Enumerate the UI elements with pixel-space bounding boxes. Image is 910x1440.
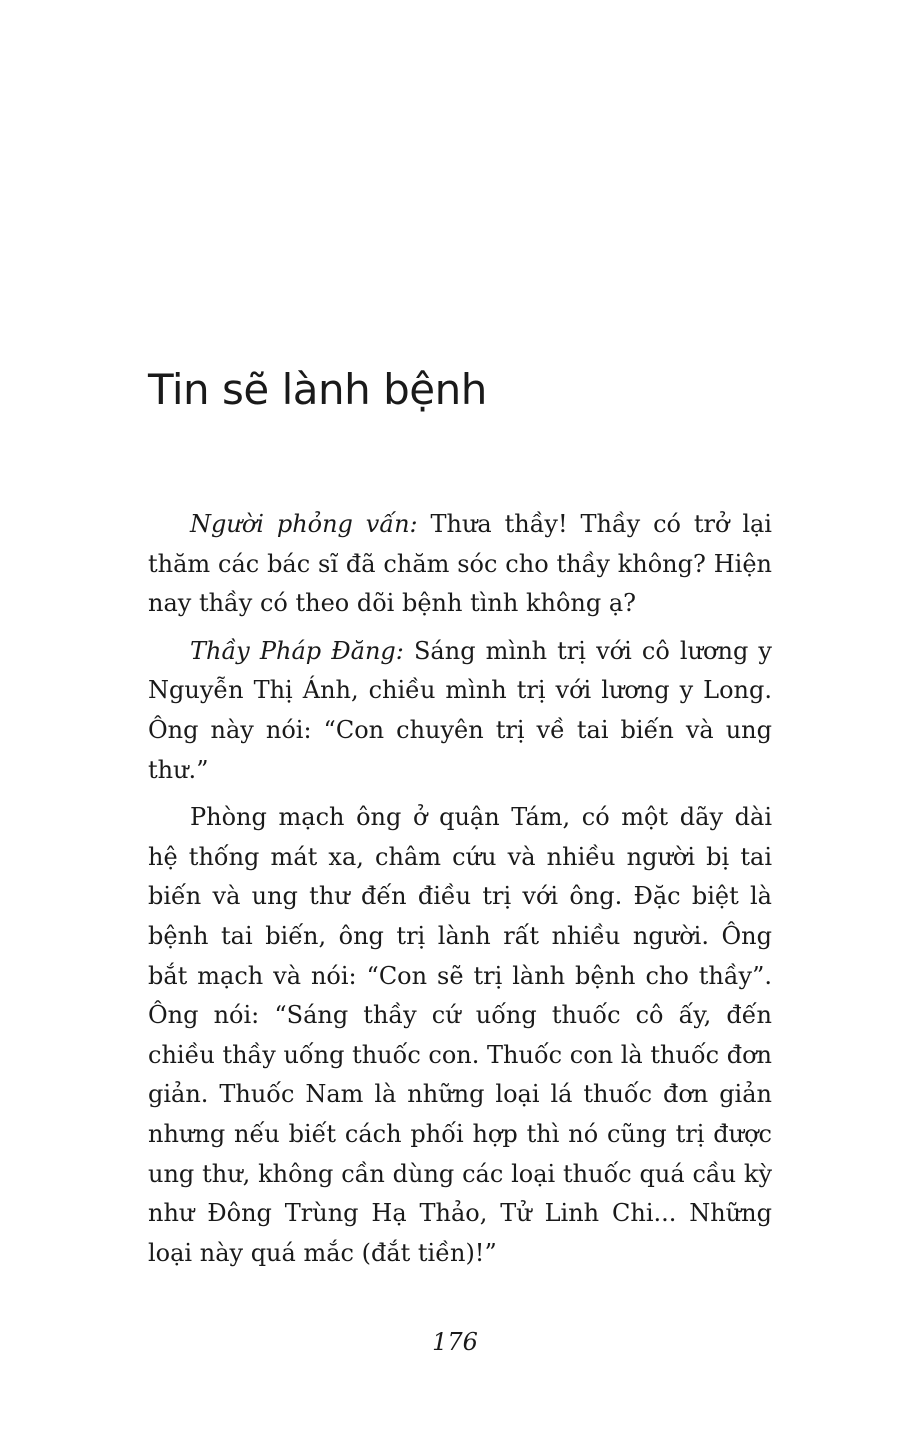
page-title: Tin sẽ lành bệnh (148, 365, 487, 414)
paragraph-text: Sáng mình trị với cô lương y Nguyễn Thị Ánh, chiều mình trị với lương y Long. Ông này nói: “Con chuyên trị về tai biến và ung thư.” (148, 636, 772, 784)
paragraph-interviewer (148, 505, 772, 624)
paragraph-narration (148, 798, 772, 1273)
paragraph-text: Phòng mạch ông ở quận Tám, có một dãy dài hệ thống mát xa, châm cứu và nhiều người bị tai biến và ung thư đến điều trị với ông. Đặc biệt là bệnh tai biến, ông trị lành rất nhiều người. Ông bắt mạch và nói: “Con sẽ trị lành bệnh cho thầy”. Ông nói: “Sáng thầy cứ uống thuốc cô ấy, đến chiều thầy uống thuốc con. Thuốc con là thuốc đơn giản. Thuốc Nam là những loại lá thuốc đơn giản nhưng nếu biết cách phối hợp thì nó cũng trị được ung thư, không cần dùng các loại thuốc quá cầu kỳ như Đông Trùng Hạ Thảo, Tử Linh Chi... Những loại này quá mắc (đắt tiền)!” (148, 803, 772, 1267)
speaker-label: Thầy Pháp Đăng: (190, 636, 404, 665)
page-number: 176 (432, 1328, 478, 1356)
speaker-label: Người phỏng vấn: (190, 510, 418, 538)
body-text (148, 505, 772, 1281)
paragraph-master (148, 632, 772, 790)
paragraph-text: Thưa thầy! Thầy có trở lại thăm các bác sĩ đã chăm sóc cho thầy không? Hiện nay thầy có theo dõi bệnh tình không ạ? (148, 510, 772, 618)
